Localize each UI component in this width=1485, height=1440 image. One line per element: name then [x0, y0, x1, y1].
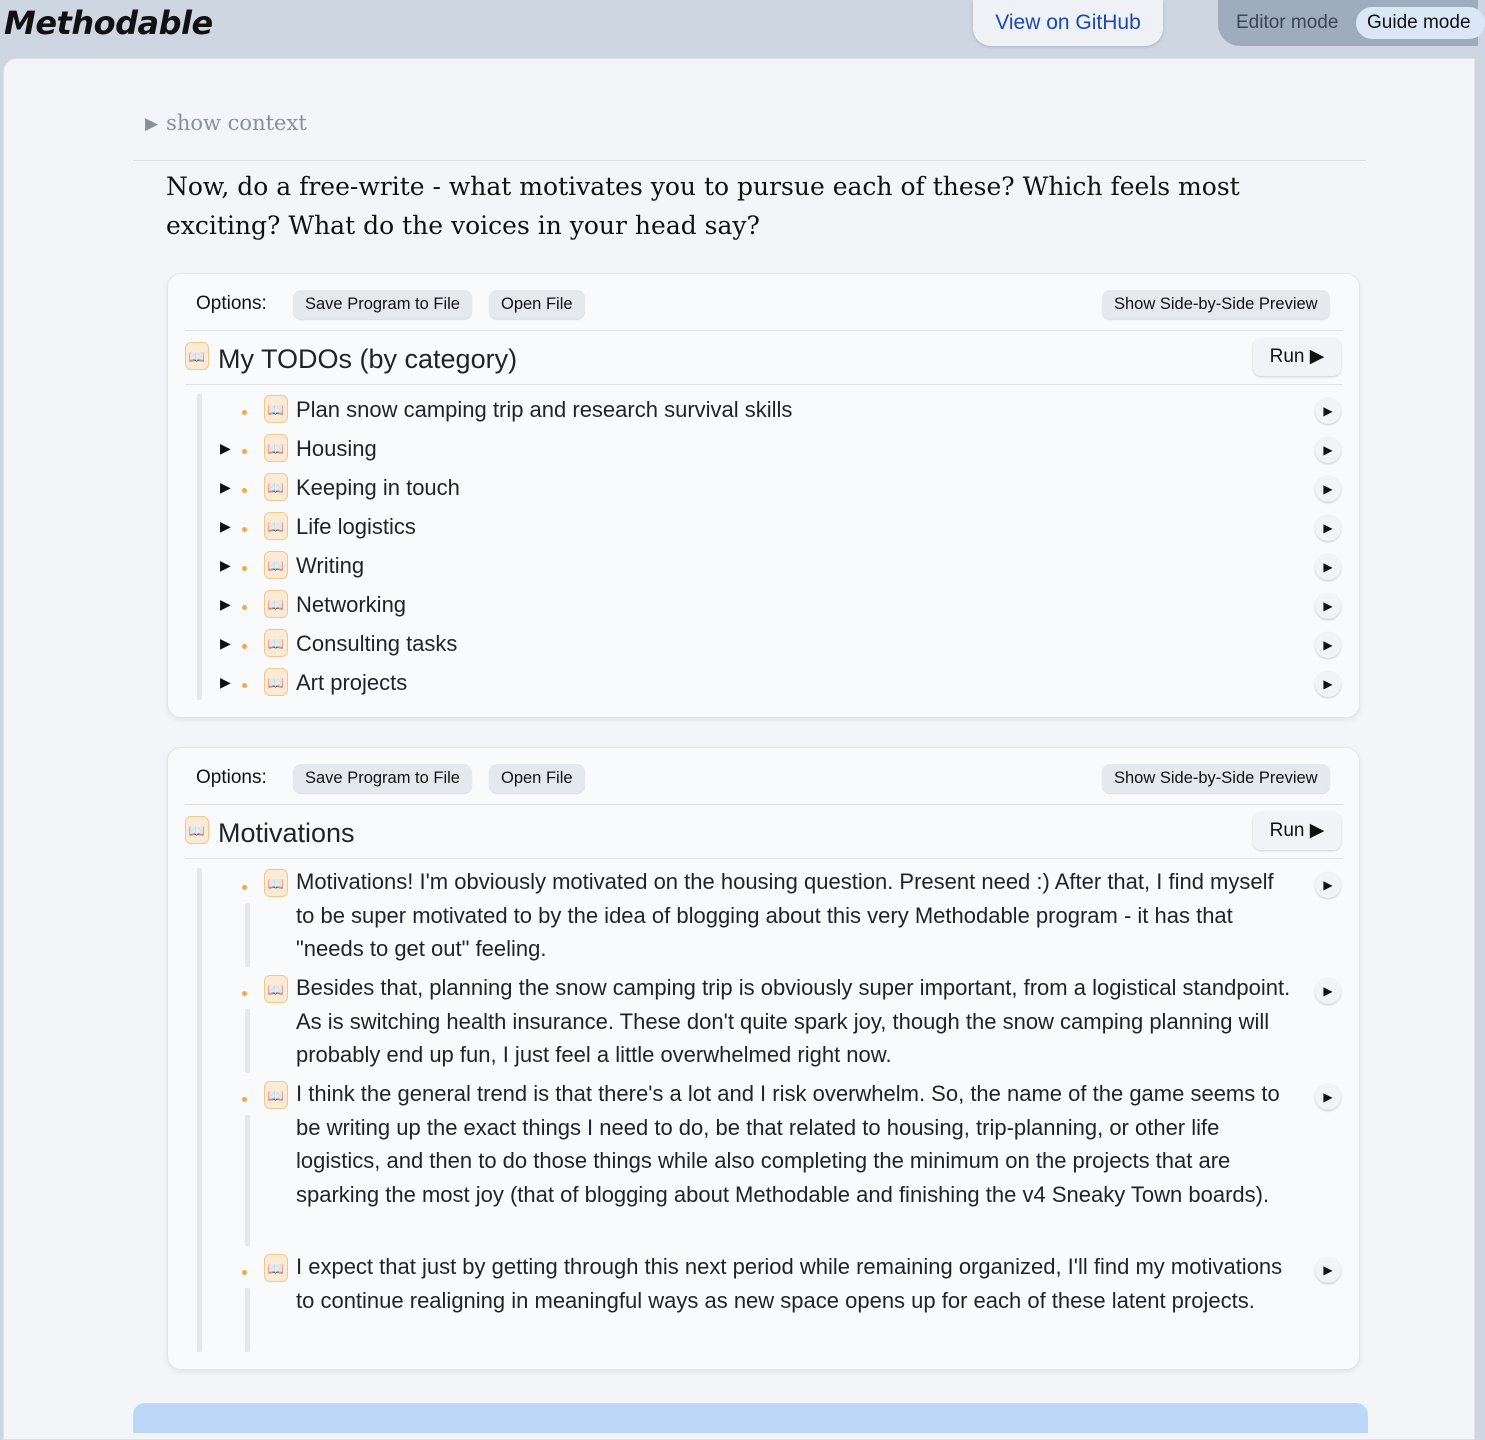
list-item: [168, 1079, 1359, 1250]
bullet-dot: [242, 527, 247, 532]
guide-mode-button[interactable]: Guide mode: [1356, 7, 1485, 39]
list-item: [168, 432, 1359, 468]
open-file-button[interactable]: Open File: [489, 764, 585, 793]
program-card-todos: [167, 273, 1360, 718]
item-paragraph[interactable]: I think the general trend is that there's a lot and I risk overwhelm. So, the name of the game seems to be writing up the exact things I need to do, be that related to housing, trip-planning, or other life logistics, and then to do those things while also completing the minimum on the projects that are sparking the most joy (that of blogging about Methodable and finishing the v4 Sneaky Town boards).: [296, 1081, 1280, 1207]
program-title: Motivations: [218, 818, 355, 848]
divider: [133, 160, 1366, 161]
item-label[interactable]: Keeping in touch: [296, 475, 460, 500]
divider: [185, 330, 1343, 331]
book-icon: 📖: [264, 1081, 288, 1109]
bullet-dot: [242, 566, 247, 571]
item-label[interactable]: Housing: [296, 436, 377, 461]
program-title: My TODOs (by category): [218, 344, 518, 374]
book-icon: 📖: [264, 668, 288, 696]
item-guide-line: [245, 1288, 250, 1352]
list-item: [168, 510, 1359, 546]
bullet-dot: [242, 449, 247, 454]
options-bar: [168, 748, 1359, 804]
item-label[interactable]: Art projects: [296, 670, 408, 695]
item-paragraph[interactable]: Besides that, planning the snow camping trip is obviously super important, from a logistical standpoint. As is switching health insurance. These don't quite spark joy, though the snow camping planning will probably end up fun, I just feel a little overwhelmed right now.: [296, 975, 1291, 1068]
expand-triangle-icon[interactable]: ▶: [220, 674, 231, 690]
run-item-button[interactable]: ▶: [1315, 515, 1341, 541]
run-button[interactable]: Run ▶: [1253, 338, 1341, 376]
list-item: [168, 867, 1359, 971]
bullet-dot: [242, 488, 247, 493]
book-icon: 📖: [264, 590, 288, 618]
save-program-button[interactable]: Save Program to File: [293, 290, 472, 319]
run-button[interactable]: Run ▶: [1253, 812, 1341, 850]
expand-triangle-icon[interactable]: ▶: [220, 440, 231, 456]
list-item: [168, 666, 1359, 702]
run-item-button[interactable]: ▶: [1315, 437, 1341, 463]
item-guide-line: [245, 1009, 250, 1073]
options-bar: [168, 274, 1359, 330]
book-icon: 📖: [185, 342, 209, 370]
bullet-dot: [242, 991, 247, 996]
bullet-dot: [242, 683, 247, 688]
save-program-button[interactable]: Save Program to File: [293, 764, 472, 793]
list-item: [168, 627, 1359, 663]
run-item-button[interactable]: ▶: [1315, 476, 1341, 502]
show-context-label: show context: [166, 111, 307, 135]
run-item-button[interactable]: ▶: [1315, 1084, 1341, 1110]
run-item-button[interactable]: ▶: [1315, 593, 1341, 619]
item-label[interactable]: Writing: [296, 553, 365, 578]
run-item-button[interactable]: ▶: [1315, 671, 1341, 697]
program-card-motivations: [167, 747, 1360, 1370]
bullet-dot: [242, 1097, 247, 1102]
mode-toggle: [1218, 0, 1478, 46]
book-icon: 📖: [264, 1254, 288, 1282]
item-guide-line: [245, 1115, 250, 1246]
editor-mode-button[interactable]: Editor mode: [1236, 12, 1339, 33]
item-guide-line: [245, 903, 250, 967]
expand-triangle-icon[interactable]: ▶: [220, 557, 231, 573]
bullet-dot: [242, 885, 247, 890]
list-item: [168, 973, 1359, 1077]
open-file-button[interactable]: Open File: [489, 290, 585, 319]
item-paragraph[interactable]: Motivations! I'm obviously motivated on the housing question. Present need :) After that, I find myself to be super motivated to by the idea of blogging about this very Methodable program - it has that "needs to get out" feeling.: [296, 869, 1274, 962]
divider: [185, 384, 1343, 385]
list-item: [168, 549, 1359, 585]
item-label[interactable]: Networking: [296, 592, 407, 617]
list-item: [168, 588, 1359, 624]
book-icon: 📖: [264, 975, 288, 1003]
item-label[interactable]: Life logistics: [296, 514, 416, 539]
list-item: [168, 393, 1359, 429]
expand-triangle-icon[interactable]: ▶: [220, 635, 231, 651]
book-icon: 📖: [264, 551, 288, 579]
item-label[interactable]: Consulting tasks: [296, 631, 458, 656]
show-context-toggle[interactable]: [145, 111, 307, 135]
book-icon: 📖: [264, 395, 288, 423]
book-icon: 📖: [264, 869, 288, 897]
item-paragraph[interactable]: I expect that just by getting through this next period while remaining organized, I'll find my motivations to continue realigning in meaningful ways as new space opens up for each of these latent projects.: [296, 1254, 1283, 1313]
options-label: Options:: [196, 293, 267, 314]
divider: [185, 804, 1343, 805]
top-bar: [0, 0, 1471, 58]
options-label: Options:: [196, 767, 267, 788]
run-item-button[interactable]: ▶: [1315, 872, 1341, 898]
next-section-panel: [133, 1403, 1368, 1433]
bullet-dot: [242, 605, 247, 610]
bullet-dot: [242, 644, 247, 649]
bullet-dot: [242, 410, 247, 415]
book-icon: 📖: [264, 434, 288, 462]
run-item-button[interactable]: ▶: [1315, 978, 1341, 1004]
expand-triangle-icon[interactable]: ▶: [220, 596, 231, 612]
book-icon: 📖: [185, 816, 209, 844]
run-item-button[interactable]: ▶: [1315, 554, 1341, 580]
expand-triangle-icon: ▶: [145, 114, 159, 134]
book-icon: 📖: [264, 629, 288, 657]
item-label[interactable]: Plan snow camping trip and research survival skills: [296, 397, 793, 422]
main-content: [3, 58, 1475, 1440]
bullet-dot: [242, 1270, 247, 1275]
list-item: [168, 471, 1359, 507]
list-item: [168, 1252, 1359, 1356]
guide-prompt: Now, do a free-write - what motivates you to pursue each of these? Which feels most exciting? What do the voices in your head say?: [166, 172, 1240, 240]
divider: [185, 858, 1343, 859]
side-by-side-preview-button[interactable]: Show Side-by-Side Preview: [1102, 290, 1330, 319]
run-item-button[interactable]: ▶: [1315, 1257, 1341, 1283]
app-logo: Methodable: [4, 4, 213, 42]
book-icon: 📖: [264, 512, 288, 540]
run-item-button[interactable]: ▶: [1315, 632, 1341, 658]
side-by-side-preview-button[interactable]: Show Side-by-Side Preview: [1102, 764, 1330, 793]
view-on-github-button[interactable]: View on GitHub: [973, 0, 1163, 46]
expand-triangle-icon[interactable]: ▶: [220, 518, 231, 534]
expand-triangle-icon[interactable]: ▶: [220, 479, 231, 495]
run-item-button[interactable]: ▶: [1315, 398, 1341, 424]
book-icon: 📖: [264, 473, 288, 501]
